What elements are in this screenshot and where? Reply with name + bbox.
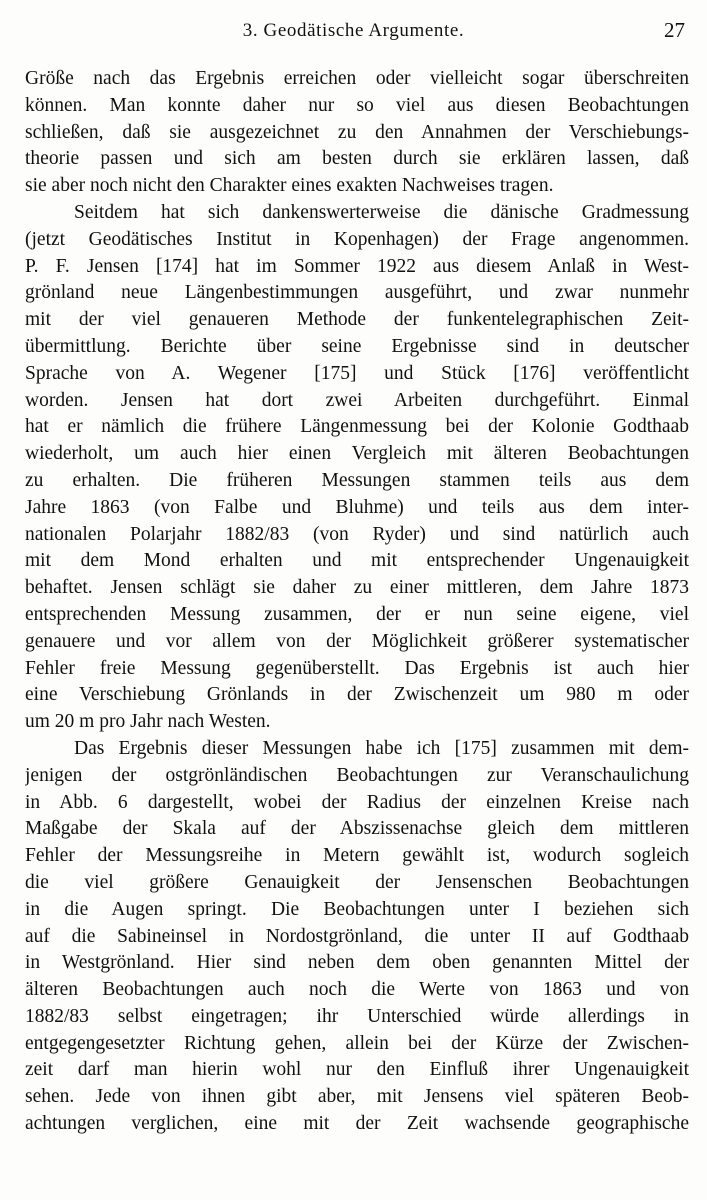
text-line: Größe nach das Ergebnis erreichen oder vielleicht sogar überschreiten (25, 68, 689, 89)
text-line: hat er nämlich die frühere Längenmessung bei der Kolonie Godthaab (25, 416, 689, 438)
text-line: mit dem Mond erhalten und mit entsprechender Ungenauigkeit (25, 550, 689, 572)
text-line: schließen, daß sie ausgezeichnet zu den Annahmen der Verschiebungs- (25, 121, 689, 143)
text-line: 1882/83 selbst eingetragen; ihr Unterschied würde allerdings in (25, 1005, 689, 1027)
text-line: worden. Jensen hat dort zwei Arbeiten durchgeführt. Einmal (25, 389, 689, 411)
text-line: können. Man konnte daher nur so viel aus diesen Beobachtungen (25, 94, 689, 116)
text-line: grönland neue Längenbestimmungen ausgeführt, und zwar nunmehr (25, 282, 689, 304)
text-line: eine Verschiebung Grönlands in der Zwischenzeit um 980 m oder (25, 684, 689, 706)
text-line: Maßgabe der Skala auf der Abszissenachse gleich dem mittleren (25, 818, 689, 840)
text-line: theorie passen und sich am besten durch sie erklären lassen, daß (25, 148, 689, 170)
text-line: P. F. Jensen [174] hat im Sommer 1922 aus diesem Anlaß in West- (25, 255, 689, 277)
text-line: Fehler der Messungsreihe in Metern gewählt ist, wodurch sogleich (25, 845, 689, 867)
text-line: Das Ergebnis dieser Messungen habe ich [175] zusammen mit dem- (74, 737, 689, 759)
text-line: Seitdem hat sich dankenswerterweise die dänische Gradmessung (74, 201, 689, 223)
text-line: in Westgrönland. Hier sind neben dem oben genannten Mittel der (25, 952, 689, 974)
text-line: sehen. Jede von ihnen gibt aber, mit Jensens viel späteren Beob- (25, 1086, 689, 1108)
text-line: auf die Sabineinsel in Nordostgrönland, die unter II auf Godthaab (25, 925, 689, 947)
text-line: entgegengesetzter Richtung gehen, allein bei der Kürze der Zwischen- (25, 1032, 689, 1054)
text-line: mit der viel genaueren Methode der funkentelegraphischen Zeit- (25, 309, 689, 331)
text-line: achtungen verglichen, eine mit der Zeit wachsende geographische (25, 1113, 689, 1135)
text-line: (jetzt Geodätisches Institut in Kopenhagen) der Frage angenommen. (25, 228, 689, 250)
running-head (0, 14, 707, 48)
text-line: in die Augen springt. Die Beobachtungen unter I beziehen sich (25, 898, 689, 920)
text-line: wiederholt, um auch hier einen Vergleich mit älteren Beobachtungen (25, 443, 689, 465)
running-title: 3. Geodätische Argumente. (242, 20, 465, 41)
text-line: zeit darf man hierin wohl nur den Einfluß ihrer Ungenauigkeit (25, 1059, 689, 1081)
text-line: nationalen Polarjahr 1882/83 (von Ryder) und sind natürlich auch (25, 523, 689, 545)
text-line: in Abb. 6 dargestellt, wobei der Radius der einzelnen Kreise nach (25, 791, 689, 813)
text-line: sie aber noch nicht den Charakter eines exakten Nachweises tragen. (25, 175, 554, 197)
text-line: Fehler freie Messung gegenüberstellt. Das Ergebnis ist auch hier (25, 657, 689, 679)
text-line: jenigen der ostgrönländischen Beobachtungen zur Veranschaulichung (25, 764, 689, 786)
text-line: Jahre 1863 (von Falbe und Bluhme) und teils aus dem inter- (25, 496, 689, 518)
text-line: die viel größere Genauigkeit der Jensenschen Beobachtungen (25, 871, 689, 893)
body-text (25, 66, 689, 1138)
text-line: entsprechenden Messung zusammen, der er nun seine eigene, viel (25, 603, 689, 625)
text-line: um 20 m pro Jahr nach Westen. (25, 711, 271, 733)
text-line: behaftet. Jensen schlägt sie daher zu einer mittleren, dem Jahre 1873 (25, 577, 689, 599)
text-line: zu erhalten. Die früheren Messungen stammen teils aus dem (25, 469, 689, 491)
text-line: übermittlung. Berichte über seine Ergebnisse sind in deutscher (25, 335, 689, 357)
text-line: genauere und vor allem von der Möglichkeit größerer systematischer (25, 630, 689, 652)
text-line: Sprache von A. Wegener [175] und Stück [176] veröffentlicht (25, 362, 689, 384)
text-line: älteren Beobachtungen auch noch die Werte von 1863 und von (25, 979, 689, 1001)
page-number: 27 (664, 18, 685, 42)
